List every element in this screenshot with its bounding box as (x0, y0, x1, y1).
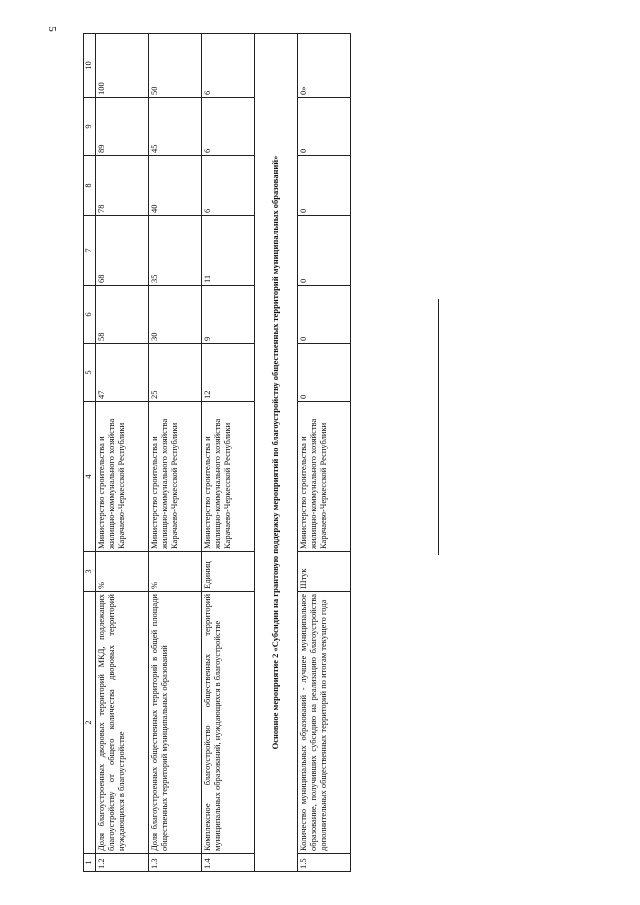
indicator-name: Количество муниципальных образований - лучшее муниципальное образование, получивших субсидию на реализацию благоустройства дополнительных общественных территорий по итогам текущего года (298, 592, 351, 854)
value-cell: 35 (149, 216, 202, 286)
value-cell: 58 (96, 286, 149, 344)
header-cell: 9 (84, 98, 96, 156)
unit-cell: Единиц (202, 552, 255, 592)
value-cell: 50 (149, 34, 202, 98)
row-number: 1.4 (202, 854, 255, 872)
header-cell: 7 (84, 216, 96, 286)
table-row (202, 34, 255, 872)
value-cell: 6 (202, 98, 255, 156)
header-cell: 4 (84, 402, 96, 552)
value-cell: 0 (298, 344, 351, 402)
value-cell: 0 (298, 216, 351, 286)
unit-cell: Штук (298, 552, 351, 592)
value-cell: 11 (202, 216, 255, 286)
indicator-name: Доля благоустроенных общественных территорий в общей площади общественных территорий муниципальных образований (149, 592, 202, 854)
value-cell: 6 (202, 156, 255, 216)
row-number: 1.3 (149, 854, 202, 872)
table-header-row (84, 34, 96, 872)
rotated-table-wrapper (83, 34, 349, 872)
header-cell: 3 (84, 552, 96, 592)
header-cell: 8 (84, 156, 96, 216)
table-row (96, 34, 149, 872)
section-row (255, 34, 298, 872)
value-cell: 0 (298, 286, 351, 344)
table-row (298, 34, 351, 872)
section-title: Основное мероприятие 2 «Субсидии на грантовую поддержку мероприятий по благоустройству общественных территорий муниципальных образований» (255, 34, 298, 872)
value-cell: 78 (96, 156, 149, 216)
value-cell: 40 (149, 156, 202, 216)
value-cell: 100 (96, 34, 149, 98)
executor-cell: Министерство строительства и жилищно-коммунального хозяйства Карачаево-Черкесской Республики (202, 402, 255, 552)
value-cell: 45 (149, 98, 202, 156)
value-cell: 9 (202, 286, 255, 344)
indicator-name: Комплексное благоустройство общественных территорий муниципальных образований, нуждающихся в благоустройстве (202, 592, 255, 854)
value-cell: 68 (96, 216, 149, 286)
value-cell: 6 (202, 34, 255, 98)
row-number: 1.2 (96, 854, 149, 872)
table-row (149, 34, 202, 872)
executor-cell: Министерство строительства и жилищно-коммунального хозяйства Карачаево-Черкесской Республики (298, 402, 351, 552)
value-cell: 0 (298, 156, 351, 216)
value-cell: 47 (96, 344, 149, 402)
header-cell: 6 (84, 286, 96, 344)
value-cell: 0 (298, 98, 351, 156)
indicators-table (83, 33, 351, 872)
value-cell: 30 (149, 286, 202, 344)
header-cell: 5 (84, 344, 96, 402)
executor-cell: Министерство строительства и жилищно-коммунального хозяйства Карачаево-Черкесской Республики (96, 402, 149, 552)
row-number: 1.5 (298, 854, 351, 872)
unit-cell: % (149, 552, 202, 592)
unit-cell: % (96, 552, 149, 592)
signature-divider-line (438, 299, 439, 555)
executor-cell: Министерство строительства и жилищно-коммунального хозяйства Карачаево-Черкесской Республики (149, 402, 202, 552)
header-cell: 10 (84, 34, 96, 98)
value-cell: 25 (149, 344, 202, 402)
value-cell: 12 (202, 344, 255, 402)
header-cell: 1 (84, 854, 96, 872)
header-cell: 2 (84, 592, 96, 854)
table-body (84, 34, 351, 872)
page-number: 5 (46, 26, 58, 32)
value-cell: 89 (96, 98, 149, 156)
value-cell: 0» (298, 34, 351, 98)
indicator-name: Доля благоустроенных дворовых территорий МКД, подлежащих благоустройству от общего количества дворовых территорий нуждающихся в благоустройстве (96, 592, 149, 854)
